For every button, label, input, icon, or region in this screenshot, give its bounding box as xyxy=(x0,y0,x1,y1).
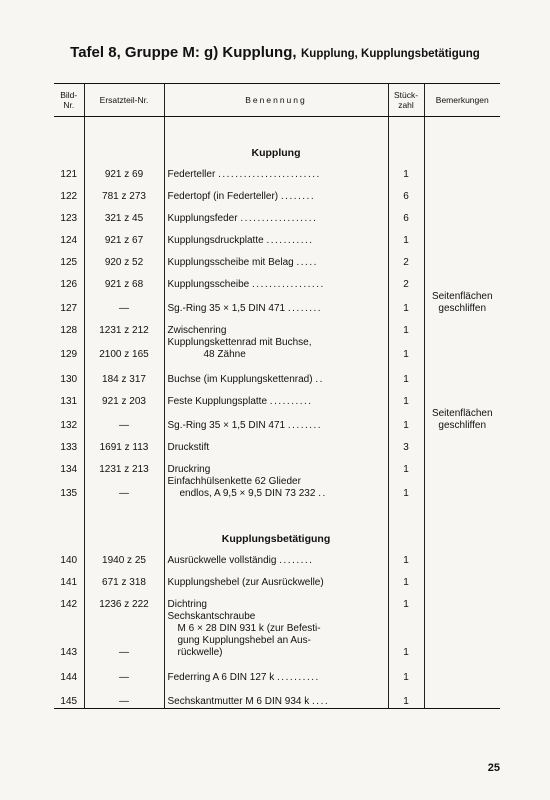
benennung-line: Federtopf (in Federteller) xyxy=(167,191,279,202)
bild-nr: 133 xyxy=(60,442,78,453)
benennung-cell xyxy=(164,269,388,291)
table-row xyxy=(54,364,500,386)
page-title xyxy=(0,44,550,62)
bild-nr: 140 xyxy=(60,555,78,566)
benennung-line: rückwelle) xyxy=(177,647,223,658)
spacer-row xyxy=(54,503,500,521)
bild-nr: 129 xyxy=(60,349,78,360)
leader-dots: .................. xyxy=(240,213,318,224)
table-row xyxy=(54,159,500,181)
empty-cell xyxy=(424,117,500,136)
ersatzteil-nr: 2100 z 165 xyxy=(84,337,164,364)
stueckzahl: 1 xyxy=(388,408,424,432)
column-header-stueckzahl xyxy=(388,84,424,117)
bemerkung xyxy=(424,662,500,684)
bild-nr: 131 xyxy=(60,396,78,407)
table-row xyxy=(54,476,500,503)
benennung-cell xyxy=(164,247,388,269)
bemerkung xyxy=(424,159,500,181)
stueckzahl: 1 xyxy=(388,476,424,503)
bild-nr: 142 xyxy=(60,599,78,610)
benennung-cell xyxy=(164,386,388,408)
bemerkung xyxy=(424,567,500,589)
bemerkung xyxy=(424,181,500,203)
empty-cell xyxy=(84,521,164,545)
benennung-cell xyxy=(164,364,388,386)
column-header-benennung xyxy=(164,84,388,117)
leader-dots: ........ xyxy=(287,303,323,314)
benennung-line: Kupplungsscheibe mit Belag xyxy=(167,257,294,268)
bemerkung xyxy=(424,684,500,709)
benennung-cell xyxy=(164,454,388,476)
benennung-line: Federteller xyxy=(167,169,216,180)
benennung-line-wrap xyxy=(168,235,385,247)
stueckzahl: 1 xyxy=(388,291,424,315)
bild-nr: 128 xyxy=(60,325,78,336)
table-row xyxy=(54,589,500,611)
ersatzteil-nr: 921 z 203 xyxy=(84,386,164,408)
table-row xyxy=(54,454,500,476)
benennung-cell xyxy=(164,291,388,315)
parts-table xyxy=(54,83,500,709)
ersatzteil-nr: 671 z 318 xyxy=(84,567,164,589)
table-row xyxy=(54,315,500,337)
ersatzteil-nr: 921 z 67 xyxy=(84,225,164,247)
benennung-line-wrap xyxy=(168,191,385,203)
bild-nr: 122 xyxy=(60,191,78,202)
benennung-line: Druckring xyxy=(167,464,211,475)
ersatzteil-nr: 920 z 52 xyxy=(84,247,164,269)
table-row xyxy=(54,662,500,684)
bild-nr: 130 xyxy=(60,374,78,385)
ersatzteil-nr: 1236 z 222 xyxy=(84,589,164,611)
bemerkung xyxy=(424,247,500,269)
table-row xyxy=(54,386,500,408)
table-row xyxy=(54,203,500,225)
benennung-cell xyxy=(164,337,388,364)
leader-dots: .. xyxy=(318,488,327,499)
leader-dots: .......... xyxy=(269,396,313,407)
bild-nr: 126 xyxy=(60,279,78,290)
bemerkung xyxy=(424,364,500,386)
stueckzahl: 1 xyxy=(388,364,424,386)
empty-cell xyxy=(54,135,84,159)
stueckzahl-header-text: Stück- zahl xyxy=(393,90,419,110)
stueckzahl: 1 xyxy=(388,684,424,709)
page-number: 25 xyxy=(487,762,500,774)
stueckzahl: 1 xyxy=(388,567,424,589)
empty-cell xyxy=(388,521,424,545)
ersatzteil-nr: 1231 z 213 xyxy=(84,454,164,476)
benennung-line-wrap xyxy=(168,279,385,291)
parts-table-body xyxy=(54,117,500,709)
empty-cell xyxy=(54,117,84,136)
ersatzteil-nr: 1691 z 113 xyxy=(84,432,164,454)
benennung-cell xyxy=(164,611,388,662)
benennung-header-text: Benennung xyxy=(245,95,307,105)
benennung-line: Sechskantschraube xyxy=(167,611,256,622)
table-row xyxy=(54,567,500,589)
ersatzteil-nr: 321 z 45 xyxy=(84,203,164,225)
bemerkung xyxy=(424,545,500,567)
bemerkung xyxy=(424,432,500,454)
table-header-row xyxy=(54,84,500,117)
benennung-line-wrap xyxy=(168,169,385,181)
benennung-line: Sg.-Ring 35 × 1,5 DIN 471 xyxy=(167,303,286,314)
bild-nr: 132 xyxy=(60,420,78,431)
ersatzteil-nr: — xyxy=(84,611,164,662)
bemerkung xyxy=(424,203,500,225)
stueckzahl: 1 xyxy=(388,454,424,476)
stueckzahl: 2 xyxy=(388,269,424,291)
empty-cell xyxy=(424,503,500,521)
benennung-line: Federring A 6 DIN 127 k xyxy=(167,672,275,683)
benennung-cell xyxy=(164,567,388,589)
empty-cell xyxy=(388,135,424,159)
benennung-line: Zwischenring xyxy=(167,325,227,336)
section-title: Kupplung xyxy=(164,135,388,159)
benennung-cell xyxy=(164,203,388,225)
benennung-line: Buchse (im Kupplungskettenrad) xyxy=(167,374,313,385)
ersatzteil-nr: — xyxy=(84,476,164,503)
leader-dots: .... xyxy=(312,696,330,707)
ersatzteil-nr: 1940 z 25 xyxy=(84,545,164,567)
benennung-line: Sg.-Ring 35 × 1,5 DIN 471 xyxy=(167,420,286,431)
ersatzteil-nr: 921 z 69 xyxy=(84,159,164,181)
empty-cell xyxy=(84,503,164,521)
benennung-line: 48 Zähne xyxy=(203,349,246,360)
leader-dots: ........ xyxy=(279,555,314,566)
bild-nr: 145 xyxy=(54,684,84,709)
bemerkung xyxy=(424,454,500,476)
section-heading-row xyxy=(54,521,500,545)
benennung-line: Sechskantmutter M 6 DIN 934 k xyxy=(167,696,310,707)
bemerkung xyxy=(424,476,500,503)
leader-dots: .......... xyxy=(277,672,320,683)
benennung-line: Kupplungskettenrad mit Buchse, xyxy=(167,337,312,348)
bemerkung xyxy=(424,225,500,247)
stueckzahl: 6 xyxy=(388,203,424,225)
column-header-bild xyxy=(54,84,84,117)
benennung-line: M 6 × 28 DIN 931 k (zur Befesti- xyxy=(177,623,321,634)
stueckzahl: 1 xyxy=(388,337,424,364)
bild-nr: 135 xyxy=(60,488,78,499)
stueckzahl: 6 xyxy=(388,181,424,203)
stueckzahl: 1 xyxy=(388,662,424,684)
bild-nr: 144 xyxy=(60,672,78,683)
leader-dots: ................. xyxy=(252,279,325,290)
benennung-cell xyxy=(164,432,388,454)
bild-nr: 123 xyxy=(60,213,78,224)
ersatzteil-nr: — xyxy=(84,291,164,315)
empty-cell xyxy=(84,117,164,136)
table-row xyxy=(54,337,500,364)
bemerkung xyxy=(424,386,500,408)
leader-dots: ........... xyxy=(266,235,314,246)
benennung-line: Dichtring xyxy=(167,599,207,610)
bemerkung xyxy=(424,269,500,291)
bild-nr: 143 xyxy=(60,647,78,658)
empty-cell xyxy=(424,135,500,159)
benennung-line: gung Kupplungshebel an Aus- xyxy=(177,635,311,646)
benennung-line: endlos, A 9,5 × 9,5 DIN 73 232 xyxy=(179,488,316,499)
bild-nr: 127 xyxy=(60,303,78,314)
stueckzahl: 1 xyxy=(388,386,424,408)
table-row xyxy=(54,432,500,454)
empty-cell xyxy=(388,117,424,136)
benennung-line-wrap xyxy=(168,488,385,500)
ersatzteil-nr: 1231 z 212 xyxy=(84,315,164,337)
table-row xyxy=(54,247,500,269)
benennung-cell xyxy=(164,684,388,709)
empty-cell xyxy=(424,521,500,545)
bild-nr: 121 xyxy=(60,169,78,180)
column-header-bemerkungen xyxy=(424,84,500,117)
ersatzteil-nr: 781 z 273 xyxy=(84,181,164,203)
stueckzahl: 3 xyxy=(388,432,424,454)
table-row xyxy=(54,545,500,567)
benennung-line: Kupplungsdruckplatte xyxy=(167,235,264,246)
benennung-line-wrap xyxy=(168,696,385,708)
benennung-line-wrap xyxy=(168,555,385,567)
benennung-cell xyxy=(164,545,388,567)
section-heading-row xyxy=(54,135,500,159)
bemerkung: Seitenflächen geschliffen xyxy=(424,291,500,315)
stueckzahl: 1 xyxy=(388,589,424,611)
spacer-row xyxy=(54,117,500,136)
bemerkung xyxy=(424,315,500,337)
bemerkung xyxy=(424,337,500,364)
ersatzteil-nr: — xyxy=(84,684,164,709)
ersatzteil-nr: — xyxy=(84,662,164,684)
benennung-cell xyxy=(164,589,388,611)
leader-dots: ........ xyxy=(287,420,323,431)
table-row xyxy=(54,225,500,247)
bild-nr: 125 xyxy=(60,257,78,268)
benennung-line: Kupplungsfeder xyxy=(167,213,238,224)
benennung-line-wrap xyxy=(168,672,385,684)
empty-cell xyxy=(84,135,164,159)
benennung-line-wrap xyxy=(168,420,385,432)
leader-dots: ..... xyxy=(296,257,318,268)
title-sub: Kupplung, Kupplungsbetätigung xyxy=(300,48,480,60)
benennung-line: Ausrückwelle vollständig xyxy=(167,555,277,566)
stueckzahl: 1 xyxy=(388,225,424,247)
benennung-cell xyxy=(164,225,388,247)
benennung-line-wrap xyxy=(168,374,385,386)
table-row xyxy=(54,684,500,709)
benennung-line: Einfachhülsenkette 62 Glieder xyxy=(167,476,301,487)
empty-cell xyxy=(388,503,424,521)
empty-cell xyxy=(54,503,84,521)
empty-cell xyxy=(54,521,84,545)
benennung-line: Kupplungshebel (zur Ausrückwelle) xyxy=(167,577,324,588)
benennung-line-wrap xyxy=(168,396,385,408)
title-main: Tafel 8, Gruppe M: g) Kupplung, xyxy=(70,44,297,61)
empty-cell xyxy=(164,503,388,521)
bild-nr: 141 xyxy=(60,577,78,588)
table-row xyxy=(54,611,500,662)
column-header-ersatzteil xyxy=(84,84,164,117)
table-row xyxy=(54,291,500,315)
ersatzteil-nr: 921 z 68 xyxy=(84,269,164,291)
leader-dots: ........................ xyxy=(218,169,321,180)
bemerkung xyxy=(424,611,500,662)
bild-header-text: Bild- Nr. xyxy=(60,90,78,110)
benennung-cell xyxy=(164,662,388,684)
benennung-line: Feste Kupplungsplatte xyxy=(167,396,268,407)
bemerkungen-header-text: Bemerkungen xyxy=(435,95,489,105)
benennung-line-wrap xyxy=(168,257,385,269)
stueckzahl: 1 xyxy=(388,611,424,662)
benennung-cell xyxy=(164,315,388,337)
ersatzteil-header-text: Ersatzteil-Nr. xyxy=(99,95,149,105)
table-row xyxy=(54,408,500,432)
ersatzteil-nr: — xyxy=(84,408,164,432)
bemerkung xyxy=(424,589,500,611)
benennung-cell xyxy=(164,476,388,503)
benennung-line-wrap xyxy=(168,303,385,315)
table-row xyxy=(54,269,500,291)
benennung-cell xyxy=(164,159,388,181)
empty-cell xyxy=(164,117,388,136)
benennung-line: Kupplungsscheibe xyxy=(167,279,250,290)
leader-dots: ........ xyxy=(280,191,316,202)
stueckzahl: 1 xyxy=(388,545,424,567)
table-row xyxy=(54,181,500,203)
section-title: Kupplungsbetätigung xyxy=(164,521,388,545)
benennung-line-wrap xyxy=(168,213,385,225)
bild-nr: 134 xyxy=(60,464,78,475)
benennung-line: Druckstift xyxy=(167,442,210,453)
benennung-cell xyxy=(164,181,388,203)
leader-dots: .. xyxy=(315,374,324,385)
bild-nr: 124 xyxy=(60,235,78,246)
ersatzteil-nr: 184 z 317 xyxy=(84,364,164,386)
benennung-cell xyxy=(164,408,388,432)
stueckzahl: 1 xyxy=(388,315,424,337)
bemerkung: Seitenflächen geschliffen xyxy=(424,408,500,432)
stueckzahl: 1 xyxy=(388,159,424,181)
stueckzahl: 2 xyxy=(388,247,424,269)
